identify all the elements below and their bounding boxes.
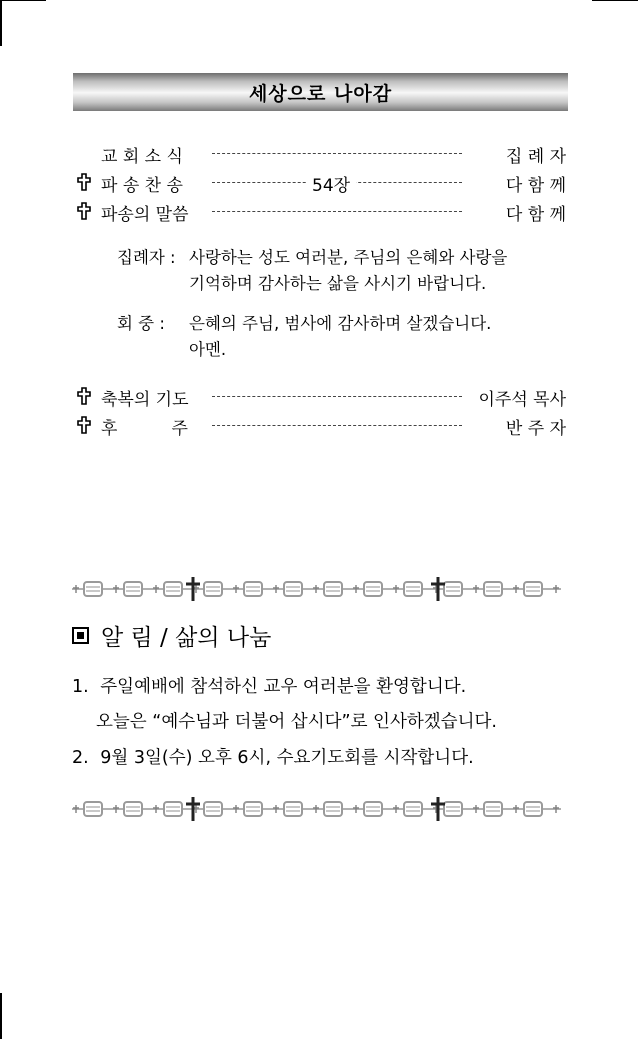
crop-mark [592, 0, 638, 1]
cross-icon [76, 387, 92, 405]
responsive-reading [117, 245, 557, 300]
service-item-leader: 반 주 자 [505, 419, 566, 439]
response-line: 은혜의 주님, 범사에 감사하며 살겠습니다. [189, 314, 492, 333]
service-item-leader: 집 례 자 [505, 147, 566, 167]
section-title: 세상으로 나아감 [248, 82, 393, 105]
responsive-reading [117, 311, 557, 366]
service-item-label: 파송의 말씀 [101, 205, 189, 225]
notice-continuation: 오늘은 “예수님과 더불어 삽시다”로 인사하겠습니다. [96, 712, 497, 732]
leader-dots [212, 425, 462, 426]
hymn-number: 54장 [306, 171, 356, 196]
service-item-leader: 다 함 께 [505, 205, 566, 225]
service-item-label: 후 주 [101, 419, 188, 439]
cross-icon [76, 202, 92, 220]
notice-number: 1. [72, 677, 89, 697]
notice-text: 주일예배에 참석하신 교우 여러분을 환영합니다. [100, 677, 467, 697]
notice-item [72, 744, 474, 769]
square-bullet-icon [72, 627, 89, 644]
service-item-label: 교 회 소 식 [101, 147, 183, 167]
notice-heading [72, 619, 271, 652]
response-line: 사랑하는 성도 여러분, 주님의 은혜와 사랑을 [189, 248, 508, 267]
notice-title: 알 림 / 삶의 나눔 [101, 625, 272, 651]
crop-mark [2, 0, 46, 1]
service-item-leader: 이주석 목사 [478, 390, 566, 410]
section-header [73, 73, 568, 111]
service-item-label: 파 송 찬 송 [101, 176, 183, 196]
response-line: 아멘. [189, 340, 227, 359]
leader-dots [212, 396, 462, 397]
response-text [189, 311, 549, 363]
cross-icon [76, 173, 92, 191]
speaker-label: 집례자 : [117, 248, 176, 267]
notice-text: 9월 3일(수) 오후 6시, 수요기도회를 시작합니다. [100, 748, 474, 768]
leader-dots [212, 153, 462, 154]
leader-dots [212, 211, 462, 212]
service-item-leader: 다 함 께 [505, 176, 566, 196]
service-row [76, 383, 566, 411]
response-text [189, 245, 549, 297]
crop-mark [0, 0, 2, 46]
service-item-label: 축복의 기도 [101, 390, 189, 410]
response-line: 기억하며 감사하는 삶을 사시기 바랍니다. [189, 274, 487, 293]
notice-item [72, 673, 466, 698]
service-row [76, 140, 566, 168]
service-row [76, 412, 566, 440]
crop-mark [0, 993, 2, 1039]
chain-divider [72, 577, 561, 601]
chain-divider [72, 797, 561, 821]
service-row [76, 198, 566, 226]
speaker-label: 회 중 : [117, 314, 165, 333]
service-row [76, 169, 566, 197]
notice-number: 2. [72, 748, 89, 768]
cross-icon [76, 416, 92, 434]
